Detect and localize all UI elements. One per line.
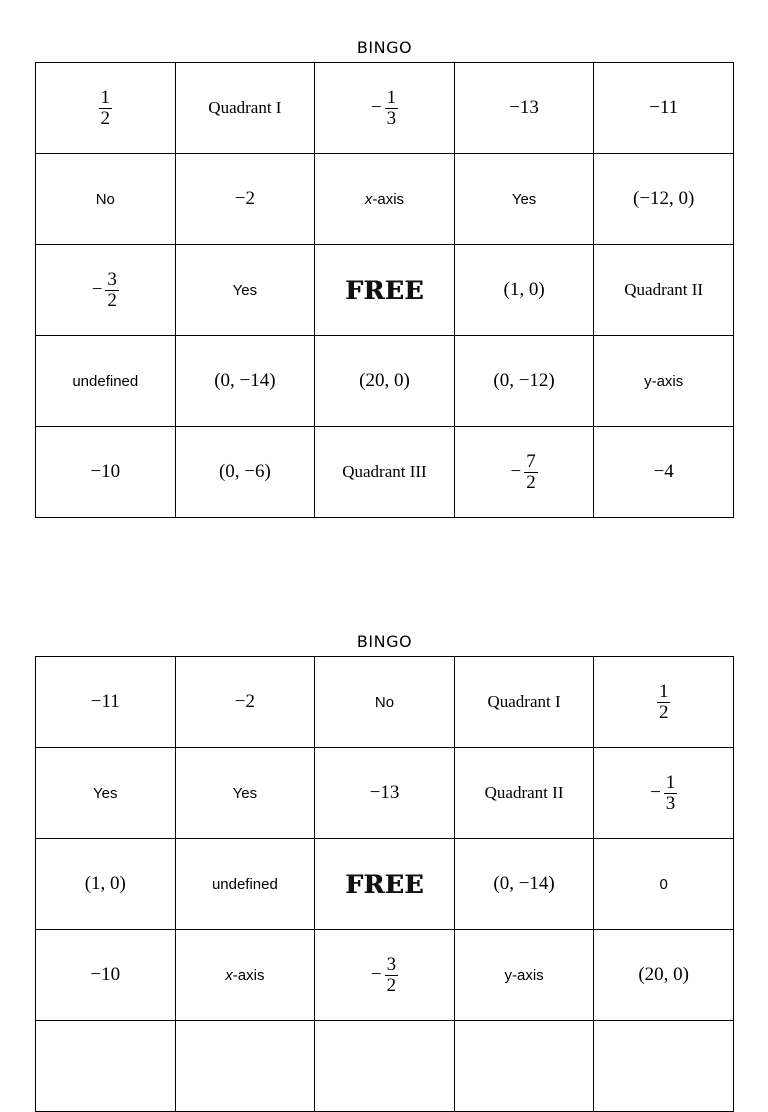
cell-text: undefined [72,372,139,390]
cell-text: −2 [234,691,255,712]
fraction-numerator: 3 [107,268,117,290]
bingo-card [35,36,734,518]
bingo-cell [36,930,176,1021]
bingo-cell [594,336,734,427]
grid-row [36,336,734,427]
cell-text: Yes [93,784,118,802]
cell-text: undefined [211,875,278,893]
fraction-stack [385,88,399,129]
cell-text: No [95,190,115,208]
fraction-stack [664,773,678,814]
cell-text: (1, 0) [84,873,126,894]
fraction-sign: − [91,279,103,300]
grid-row [36,839,734,930]
bingo-card [35,630,734,1112]
bingo-cell [454,657,594,748]
fraction-stack [99,88,113,129]
bingo-cell [175,245,315,336]
bingo-cell [594,748,734,839]
bingo-cell [454,427,594,518]
fraction-stack [105,270,119,311]
bingo-cell [594,154,734,245]
bingo-cell [175,748,315,839]
grid-row [36,1021,734,1112]
fraction-numerator: 3 [386,953,397,975]
bingo-cell [454,930,594,1021]
cell-text: 0 [659,875,668,893]
bingo-cell [36,63,176,154]
bingo-cell [594,427,734,518]
bingo-cell [315,839,455,930]
fraction [92,270,119,311]
grid-row [36,427,734,518]
grid-row [36,748,734,839]
bingo-cell [594,930,734,1021]
bingo-cell [594,1021,734,1112]
grid-row [36,245,734,336]
cell-text: (20, 0) [638,964,690,985]
fraction-denominator: 3 [386,107,397,129]
bingo-cell [36,748,176,839]
bingo-cell [36,154,176,245]
cell-text: (1, 0) [503,279,545,300]
cell-text: (0, −14) [493,873,555,894]
bingo-cell [36,336,176,427]
fraction [99,88,113,129]
bingo-cell [454,245,594,336]
axis-suffix: -axis [372,190,405,208]
bingo-title: BINGO [356,632,413,651]
cell-text: Yes [232,784,258,802]
fraction-sign: − [510,461,522,482]
fraction [371,88,398,129]
cell-text: Yes [232,281,258,299]
bingo-cell [36,839,176,930]
fraction [657,682,671,723]
fraction-denominator: 2 [658,701,669,723]
bingo-cell [454,336,594,427]
cell-text: (−12, 0) [633,188,695,209]
bingo-cell [454,154,594,245]
bingo-cell [175,63,315,154]
bingo-title: BINGO [356,38,413,57]
cell-text: Quadrant II [624,280,704,299]
bingo-cell [315,1021,455,1112]
bingo-cell [454,1021,594,1112]
fraction [650,773,677,814]
bingo-cell [175,930,315,1021]
axis-variable: x [364,190,373,208]
fraction [510,452,537,493]
bingo-cell [454,748,594,839]
cell-text: (0, −12) [493,370,555,391]
cell-text: −4 [653,461,674,482]
fraction-denominator: 2 [100,107,111,129]
fraction-numerator: 1 [100,86,111,108]
cell-text: −10 [90,461,121,482]
cell-text: −13 [509,97,539,118]
cell-text [225,967,264,984]
bingo-cell [175,839,315,930]
bingo-cell [175,154,315,245]
cell-text: Quadrant III [342,462,427,481]
cell-text: −11 [90,691,120,712]
cell-text: −10 [90,964,121,985]
cell-text: Quadrant I [208,98,282,117]
bingo-cell [175,427,315,518]
bingo-cell [594,245,734,336]
bingo-cell [315,930,455,1021]
fraction-numerator: 1 [665,771,676,793]
cell-text: No [374,693,395,711]
free-space-label: FREE [345,275,424,305]
bingo-cell [315,748,455,839]
bingo-grid [35,62,734,518]
cell-text: y-axis [644,372,684,390]
free-space-label: FREE [345,869,424,899]
fraction-denominator: 2 [526,471,536,493]
bingo-cell [36,245,176,336]
fraction-sign: − [370,97,382,118]
grid-row [36,657,734,748]
fraction-denominator: 2 [107,289,117,311]
fraction-stack [385,955,399,996]
fraction-stack [657,682,671,723]
cell-text [365,191,404,208]
fraction-denominator: 2 [386,974,397,996]
bingo-cell [594,657,734,748]
bingo-cell [36,427,176,518]
fraction-numerator: 1 [658,680,669,702]
cell-text: (0, −6) [218,461,271,482]
bingo-cell [594,839,734,930]
bingo-cell [175,657,315,748]
cell-text: −11 [649,97,679,118]
bingo-cell [315,427,455,518]
bingo-cell [36,657,176,748]
fraction-denominator: 3 [665,792,676,814]
bingo-cell [315,657,455,748]
bingo-cell [175,1021,315,1112]
bingo-cell [175,336,315,427]
cell-text: −2 [234,188,255,209]
cell-text: Quadrant I [487,692,561,711]
bingo-cell [594,63,734,154]
bingo-cell [315,245,455,336]
fraction-numerator: 7 [526,450,536,472]
bingo-grid [35,656,734,1112]
cell-text: −13 [369,782,400,803]
fraction-sign: − [650,782,661,803]
grid-row [36,63,734,154]
fraction-stack [524,452,538,493]
fraction-sign: − [370,964,382,985]
bingo-cell [36,1021,176,1112]
bingo-cell [315,63,455,154]
grid-row [36,154,734,245]
grid-row [36,930,734,1021]
bingo-cell [315,336,455,427]
bingo-cell [315,154,455,245]
axis-variable: x [225,966,233,984]
cell-text: (20, 0) [359,370,410,391]
fraction-numerator: 1 [386,86,397,108]
cell-text: (0, −14) [214,370,276,391]
cell-text: Quadrant II [484,783,564,802]
bingo-cell [454,63,594,154]
axis-suffix: -axis [232,966,265,984]
bingo-cell [454,839,594,930]
cell-text: y-axis [504,966,544,984]
fraction [371,955,398,996]
cell-text: Yes [511,190,537,208]
